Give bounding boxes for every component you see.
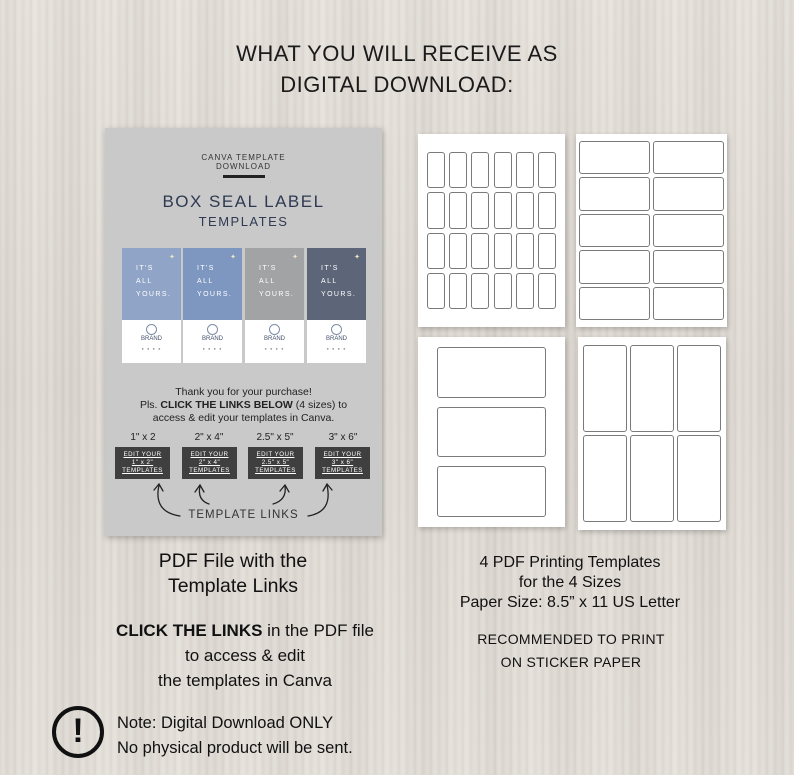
mockup-brand: BRAND — [263, 336, 285, 342]
label-cell — [516, 273, 534, 309]
label-mockup — [183, 248, 242, 363]
headline-line-2: DIGITAL DOWNLOAD: — [280, 72, 514, 97]
brand-logo-icon — [331, 324, 342, 335]
size-label: 2.5" x 5" — [256, 432, 294, 443]
canva-title-line-2: DOWNLOAD — [215, 162, 272, 171]
edit-template-link-1x2[interactable] — [115, 447, 170, 479]
caption-line: to access & edit — [184, 646, 305, 665]
label-cell — [449, 233, 467, 269]
caption-bold: CLICK THE LINKS — [116, 621, 263, 640]
template-links-label: TEMPLATE LINKS — [188, 509, 299, 521]
label-mockup — [245, 248, 304, 363]
label-cell — [516, 192, 534, 228]
thanks-prefix: Pls. — [139, 399, 161, 411]
button-line: EDIT YOUR — [256, 451, 295, 458]
social-icons: ● ● ● ● — [326, 346, 347, 351]
title-underline — [223, 175, 265, 178]
label-cell — [653, 214, 724, 247]
headline-line-1: WHAT YOU WILL RECEIVE AS — [236, 41, 558, 66]
label-mockup — [307, 248, 366, 363]
caption-line: PDF File with the — [158, 550, 308, 572]
card-title: BOX SEAL LABEL — [162, 192, 325, 211]
label-cell — [427, 273, 445, 309]
printing-template-3x6 — [578, 337, 726, 530]
label-cell — [494, 152, 512, 188]
printing-template-2-5x5 — [418, 337, 565, 527]
mockup-brand: BRAND — [201, 336, 223, 342]
click-links-caption — [80, 618, 410, 693]
label-cell — [471, 233, 489, 269]
label-cell — [579, 141, 650, 174]
label-cell — [653, 287, 724, 320]
mockup-text: IT'S ALL YOURS. — [259, 265, 295, 298]
sparkle-icon: ✦ — [169, 254, 175, 261]
social-icons: ● ● ● ● — [264, 346, 285, 351]
note-line-1: Note: Digital Download ONLY — [117, 714, 334, 732]
caption-line: for the 4 Sizes — [518, 574, 622, 591]
label-cell — [677, 435, 721, 522]
size-label: 3" x 6" — [328, 432, 358, 443]
caption-line: the templates in Canva — [158, 671, 332, 690]
button-line: EDIT YOUR — [190, 451, 229, 458]
label-cell — [427, 192, 445, 228]
button-line: TEMPLATES — [322, 467, 363, 474]
label-cell — [516, 233, 534, 269]
label-cell — [579, 250, 650, 283]
mockup-text: IT'S ALL YOURS. — [136, 265, 172, 298]
label-cell — [437, 407, 546, 458]
label-cell — [538, 152, 556, 188]
label-cell — [653, 141, 724, 174]
sparkle-icon: ✦ — [230, 254, 236, 261]
label-cell — [630, 435, 674, 522]
size-label: 2" x 4" — [194, 432, 224, 443]
label-cell — [471, 192, 489, 228]
button-line: TEMPLATES — [255, 467, 296, 474]
sticker-paper-recommendation — [440, 628, 702, 674]
label-cell — [653, 177, 724, 210]
label-cell — [538, 273, 556, 309]
label-cell — [437, 347, 546, 398]
canva-title-line-1: CANVA TEMPLATE — [201, 153, 286, 162]
mockup-brand: BRAND — [140, 336, 162, 342]
button-line: 2" x 4" — [198, 459, 221, 466]
label-cell — [494, 192, 512, 228]
caption-line: RECOMMENDED TO PRINT — [477, 631, 665, 647]
label-cell — [427, 152, 445, 188]
mockup-text: IT'S ALL YOURS. — [197, 265, 233, 298]
digital-download-note — [117, 711, 437, 761]
card-subtitle: TEMPLATES — [198, 214, 289, 229]
label-cell — [630, 345, 674, 432]
edit-template-link-2-5x5[interactable] — [248, 447, 303, 479]
label-cell — [538, 233, 556, 269]
edit-template-link-3x6[interactable] — [315, 447, 370, 479]
label-cell — [579, 214, 650, 247]
thanks-line-2 — [105, 399, 382, 412]
caption-line: ON STICKER PAPER — [500, 654, 642, 670]
caption-line: 4 PDF Printing Templates — [479, 554, 661, 571]
edit-template-link-2x4[interactable] — [182, 447, 237, 479]
label-cell — [579, 177, 650, 210]
label-cell — [471, 273, 489, 309]
thanks-bold: CLICK THE LINKS BELOW — [160, 399, 293, 411]
social-icons: ● ● ● ● — [202, 346, 223, 351]
button-line: 3" x 6" — [331, 459, 354, 466]
printing-template-1x2 — [418, 134, 565, 327]
label-cell — [427, 233, 445, 269]
label-cell — [449, 152, 467, 188]
label-cell — [494, 233, 512, 269]
label-cell — [583, 345, 627, 432]
thanks-line-1: Thank you for your purchase! — [175, 386, 312, 398]
button-line: EDIT YOUR — [123, 451, 162, 458]
note-line-2: No physical product will be sent. — [117, 739, 353, 757]
caption-line — [80, 618, 410, 643]
label-cell — [583, 435, 627, 522]
caption-line: Paper Size: 8.5” x 11 US Letter — [459, 594, 681, 611]
pdf-file-caption — [108, 549, 358, 599]
mockup-brand: BRAND — [325, 336, 347, 342]
headline — [0, 38, 794, 100]
printing-template-2x4 — [576, 134, 727, 327]
sparkle-icon: ✦ — [354, 254, 360, 261]
label-cell — [579, 287, 650, 320]
pdf-preview-card — [105, 128, 382, 536]
label-cell — [538, 192, 556, 228]
caption-line: Template Links — [167, 575, 299, 597]
label-cell — [437, 466, 546, 517]
caption-rest: in the PDF file — [262, 621, 374, 640]
exclamation-circle-icon: ! — [52, 706, 104, 758]
label-mockup — [122, 248, 181, 363]
brand-logo-icon — [146, 324, 157, 335]
button-line: TEMPLATES — [122, 467, 163, 474]
button-line: 2.5" x 5" — [261, 459, 290, 466]
button-line: 1" x 2" — [131, 459, 154, 466]
label-cell — [516, 152, 534, 188]
mockup-text: IT'S ALL YOURS. — [321, 265, 357, 298]
brand-logo-icon — [269, 324, 280, 335]
label-cell — [677, 345, 721, 432]
size-label: 1" x 2 — [130, 432, 156, 443]
sparkle-icon: ✦ — [292, 254, 298, 261]
printing-templates-caption — [430, 553, 710, 613]
button-line: TEMPLATES — [189, 467, 230, 474]
canva-template-title — [105, 153, 382, 171]
button-line: EDIT YOUR — [323, 451, 362, 458]
thank-you-message — [105, 386, 382, 425]
brand-logo-icon — [207, 324, 218, 335]
thanks-line-3: access & edit your templates in Canva. — [152, 412, 335, 424]
label-cell — [449, 273, 467, 309]
social-icons: ● ● ● ● — [141, 346, 162, 351]
label-cell — [449, 192, 467, 228]
thanks-suffix: (4 sizes) to — [292, 399, 348, 411]
label-cell — [653, 250, 724, 283]
label-cell — [471, 152, 489, 188]
label-cell — [494, 273, 512, 309]
